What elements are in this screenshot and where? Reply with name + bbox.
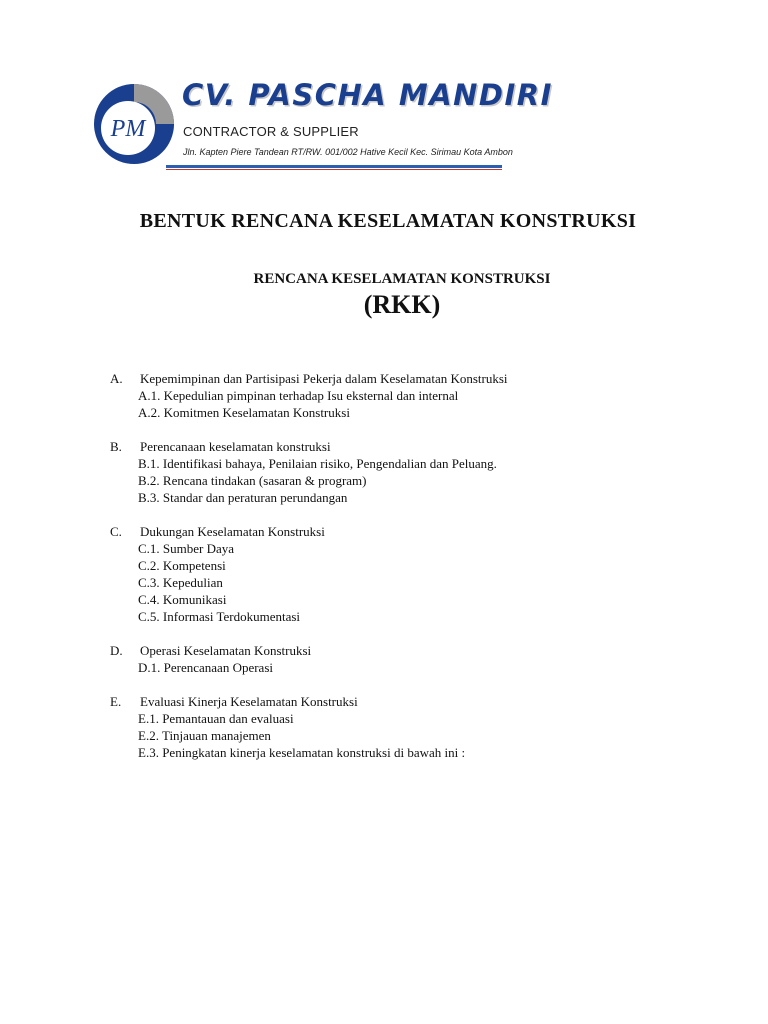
logo-initials: PM <box>110 116 146 142</box>
letterhead <box>92 72 553 182</box>
company-tagline: CONTRACTOR & SUPPLIER <box>183 124 359 139</box>
section-e <box>110 693 710 761</box>
company-logo <box>92 72 176 172</box>
section-heading <box>110 370 710 387</box>
section-letter: A. <box>110 371 123 386</box>
section-heading <box>110 693 710 710</box>
list-item: C.2. Kompetensi <box>138 558 226 573</box>
section-title: Kepemimpinan dan Partisipasi Pekerja dalam Keselamatan Konstruksi <box>140 371 508 386</box>
list-item: C.5. Informasi Terdokumentasi <box>138 609 301 624</box>
section-letter: C. <box>110 524 122 539</box>
section-title: Operasi Keselamatan Konstruksi <box>140 643 312 658</box>
list-item: A.2. Komitmen Keselamatan Konstruksi <box>138 405 350 420</box>
list-item: C.1. Sumber Daya <box>138 541 235 556</box>
list-item: E.3. Peningkatan kinerja keselamatan konstruksi di bawah ini : <box>138 745 466 760</box>
section-letter: B. <box>110 439 122 454</box>
letterhead-rule-blue <box>166 165 502 168</box>
section-title: Perencanaan keselamatan konstruksi <box>140 439 331 454</box>
list-item: B.2. Rencana tindakan (sasaran & program) <box>138 473 367 488</box>
section-c <box>110 523 710 625</box>
list-item: A.1. Kepedulian pimpinan terhadap Isu eksternal dan internal <box>138 388 459 403</box>
list-item: B.1. Identifikasi bahaya, Penilaian risiko, Pengendalian dan Peluang. <box>138 456 497 471</box>
list-item: D.1. Perencanaan Operasi <box>138 660 273 675</box>
section-title: Dukungan Keselamatan Konstruksi <box>140 524 325 539</box>
list-item: C.3. Kepedulian <box>138 575 223 590</box>
section-d <box>110 642 710 676</box>
section-title: Evaluasi Kinerja Keselamatan Konstruksi <box>140 694 358 709</box>
section-a <box>110 370 710 421</box>
document-title: BENTUK RENCANA KESELAMATAN KONSTRUKSI <box>139 210 637 232</box>
document-subtitle: RENCANA KESELAMATAN KONSTRUKSI <box>253 271 551 287</box>
list-item: B.3. Standar dan peraturan perundangan <box>138 490 348 505</box>
list-item: E.2. Tinjauan manajemen <box>138 728 271 743</box>
section-heading <box>110 523 710 540</box>
section-letter: E. <box>110 694 122 709</box>
list-item: E.1. Pemantauan dan evaluasi <box>138 711 294 726</box>
company-name: CV. PASCHA MANDIRI <box>182 78 553 112</box>
company-address: Jln. Kapten Piere Tandean RT/RW. 001/002 Hative Kecil Kec. Sirimau Kota Ambon <box>183 147 513 157</box>
outline-list <box>110 370 710 778</box>
section-heading <box>110 642 710 659</box>
section-b <box>110 438 710 506</box>
section-heading <box>110 438 710 455</box>
letterhead-rule-red <box>166 169 502 170</box>
section-letter: D. <box>110 643 123 658</box>
document-acronym: (RKK) <box>363 290 441 319</box>
list-item: C.4. Komunikasi <box>138 592 227 607</box>
